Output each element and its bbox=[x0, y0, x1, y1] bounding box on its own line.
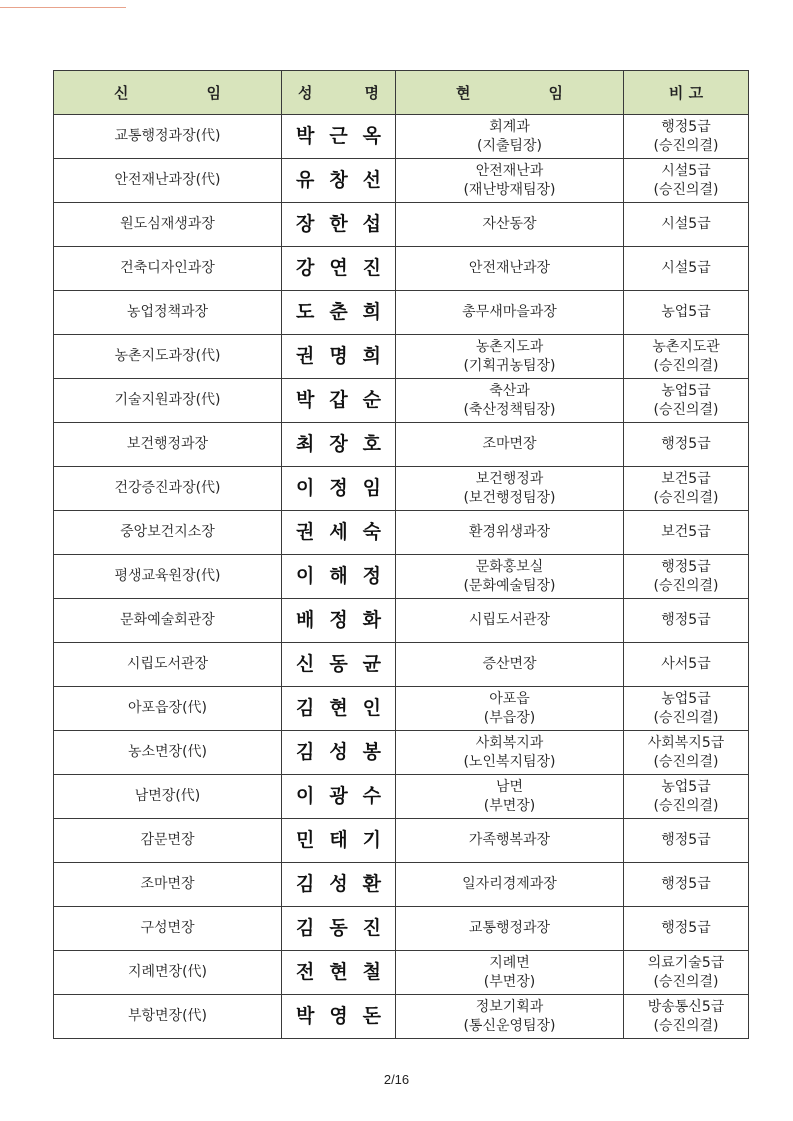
note-cell bbox=[624, 159, 749, 203]
name-char: 균 bbox=[362, 653, 381, 675]
current-post-cell bbox=[396, 379, 624, 423]
new-post-cell: 농소면장(代) bbox=[54, 731, 282, 775]
new-post-cell: 기술지원과장(代) bbox=[54, 379, 282, 423]
note-line: (승진의결) bbox=[653, 973, 719, 990]
current-post-line: 가족행복과장 bbox=[468, 832, 551, 848]
note-cell bbox=[624, 775, 749, 819]
new-post-cell: 중앙보건지소장 bbox=[54, 511, 282, 555]
name-char: 수 bbox=[362, 785, 381, 807]
name-cell bbox=[282, 379, 396, 423]
current-post-line: (기획귀농팀장) bbox=[463, 357, 556, 374]
current-post-line: (노인복지팀장) bbox=[463, 753, 556, 770]
note-line: (승진의결) bbox=[653, 181, 719, 198]
person-name bbox=[282, 391, 395, 410]
note-line: 농업5급 bbox=[661, 304, 711, 320]
name-char: 세 bbox=[329, 521, 348, 543]
person-name bbox=[282, 875, 395, 894]
name-char: 현 bbox=[329, 961, 348, 983]
person-name bbox=[282, 523, 395, 542]
new-post-cell: 부항면장(代) bbox=[54, 995, 282, 1039]
new-post-cell: 아포읍장(代) bbox=[54, 687, 282, 731]
name-cell bbox=[282, 511, 396, 555]
current-post-line: 교통행정과장 bbox=[468, 920, 551, 936]
person-name bbox=[282, 215, 395, 234]
name-char: 인 bbox=[362, 697, 381, 719]
current-post-cell bbox=[396, 203, 624, 247]
table-row bbox=[54, 775, 749, 819]
current-post-cell bbox=[396, 643, 624, 687]
name-char: 정 bbox=[329, 609, 348, 631]
table-row bbox=[54, 643, 749, 687]
name-cell bbox=[282, 995, 396, 1039]
header-current-post bbox=[396, 71, 624, 115]
name-char: 김 bbox=[296, 741, 315, 763]
table-row bbox=[54, 863, 749, 907]
note-line: 행정5급 bbox=[661, 832, 711, 848]
name-char: 희 bbox=[362, 301, 381, 323]
name-cell bbox=[282, 643, 396, 687]
note-line: (승진의결) bbox=[653, 137, 719, 154]
note-cell bbox=[624, 291, 749, 335]
name-cell bbox=[282, 203, 396, 247]
name-char: 진 bbox=[362, 257, 381, 279]
name-cell bbox=[282, 467, 396, 511]
name-char: 선 bbox=[362, 169, 381, 191]
current-post-cell bbox=[396, 819, 624, 863]
name-char: 도 bbox=[296, 301, 315, 323]
table-row bbox=[54, 951, 749, 995]
current-post-line: 사회복지과 bbox=[475, 734, 544, 751]
current-post-line: (부읍장) bbox=[483, 709, 536, 726]
note-line: 농촌지도관 bbox=[652, 338, 720, 355]
table-row bbox=[54, 379, 749, 423]
note-line: (승진의결) bbox=[653, 577, 719, 594]
current-post-cell bbox=[396, 687, 624, 731]
current-post-line: (재난방재팀장) bbox=[463, 181, 556, 198]
note-line: 행정5급 bbox=[661, 876, 711, 892]
table-row bbox=[54, 995, 749, 1039]
name-char: 장 bbox=[329, 433, 348, 455]
name-char: 영 bbox=[329, 1005, 348, 1027]
current-post-cell bbox=[396, 423, 624, 467]
name-char: 성 bbox=[329, 873, 348, 895]
note-cell bbox=[624, 247, 749, 291]
name-cell bbox=[282, 819, 396, 863]
name-cell bbox=[282, 335, 396, 379]
note-line: 행정5급 bbox=[661, 118, 711, 135]
header-note: 비 고 bbox=[624, 71, 749, 115]
name-cell bbox=[282, 687, 396, 731]
name-char: 이 bbox=[296, 565, 315, 587]
name-char: 정 bbox=[329, 477, 348, 499]
person-name bbox=[282, 611, 395, 630]
page-number: 2/16 bbox=[383, 1072, 410, 1087]
name-char: 신 bbox=[296, 653, 315, 675]
current-post-cell bbox=[396, 247, 624, 291]
note-cell bbox=[624, 643, 749, 687]
name-char: 근 bbox=[329, 125, 348, 147]
current-post-line: 조마면장 bbox=[482, 436, 537, 452]
name-char: 광 bbox=[329, 785, 348, 807]
current-post-cell bbox=[396, 951, 624, 995]
person-name bbox=[282, 435, 395, 454]
current-post-line: (축산정책팀장) bbox=[463, 401, 556, 418]
note-line: 시설5급 bbox=[661, 216, 711, 232]
note-line: 보건5급 bbox=[661, 470, 711, 487]
name-char: 박 bbox=[296, 389, 315, 411]
name-char: 배 bbox=[296, 609, 315, 631]
current-post-line: 보건행정과 bbox=[475, 470, 544, 487]
person-name bbox=[282, 127, 395, 146]
current-post-line: 총무새마을과장 bbox=[462, 304, 557, 320]
name-cell bbox=[282, 291, 396, 335]
new-post-cell: 지례면장(代) bbox=[54, 951, 282, 995]
person-name bbox=[282, 171, 395, 190]
note-line: 행정5급 bbox=[661, 558, 711, 575]
note-line: 농업5급 bbox=[661, 690, 711, 707]
name-cell bbox=[282, 159, 396, 203]
table-row bbox=[54, 511, 749, 555]
note-line: 보건5급 bbox=[661, 524, 711, 540]
name-char: 권 bbox=[296, 521, 315, 543]
note-line: (승진의결) bbox=[653, 753, 719, 770]
person-name bbox=[282, 699, 395, 718]
new-post-cell: 감문면장 bbox=[54, 819, 282, 863]
name-char: 호 bbox=[362, 433, 381, 455]
name-cell bbox=[282, 599, 396, 643]
current-post-line: 일자리경제과장 bbox=[462, 876, 557, 892]
new-post-cell: 건강증진과장(代) bbox=[54, 467, 282, 511]
current-post-line: 축산과 bbox=[489, 382, 530, 399]
name-char: 기 bbox=[362, 829, 381, 851]
new-post-cell: 문화예술회관장 bbox=[54, 599, 282, 643]
name-char: 김 bbox=[296, 697, 315, 719]
name-cell bbox=[282, 863, 396, 907]
current-post-cell bbox=[396, 907, 624, 951]
table-row bbox=[54, 335, 749, 379]
table-row bbox=[54, 203, 749, 247]
new-post-cell: 시립도서관장 bbox=[54, 643, 282, 687]
note-line: 농업5급 bbox=[661, 382, 711, 399]
header-new-post-char-1: 신 bbox=[114, 84, 129, 102]
name-char: 임 bbox=[362, 477, 381, 499]
new-post-cell: 안전재난과장(代) bbox=[54, 159, 282, 203]
note-cell bbox=[624, 379, 749, 423]
name-char: 민 bbox=[296, 829, 315, 851]
table-row bbox=[54, 159, 749, 203]
current-post-line: 환경위생과장 bbox=[468, 524, 551, 540]
new-post-cell: 농촌지도과장(代) bbox=[54, 335, 282, 379]
name-char: 창 bbox=[329, 169, 348, 191]
current-post-cell bbox=[396, 291, 624, 335]
note-line: (승진의결) bbox=[653, 489, 719, 506]
current-post-cell bbox=[396, 863, 624, 907]
note-cell bbox=[624, 511, 749, 555]
header-name-char-2: 명 bbox=[364, 84, 379, 102]
corner-mark bbox=[0, 7, 126, 8]
new-post-cell: 조마면장 bbox=[54, 863, 282, 907]
person-name bbox=[282, 963, 395, 982]
current-post-line: (부면장) bbox=[483, 973, 536, 990]
current-post-line: 남면 bbox=[495, 778, 524, 795]
name-char: 명 bbox=[329, 345, 348, 367]
current-post-cell bbox=[396, 159, 624, 203]
new-post-cell: 평생교육원장(代) bbox=[54, 555, 282, 599]
name-char: 태 bbox=[329, 829, 348, 851]
person-name bbox=[282, 787, 395, 806]
header-name bbox=[282, 71, 396, 115]
name-cell bbox=[282, 423, 396, 467]
current-post-cell bbox=[396, 511, 624, 555]
note-line: (승진의결) bbox=[653, 709, 719, 726]
current-post-cell bbox=[396, 335, 624, 379]
note-cell bbox=[624, 863, 749, 907]
table-row bbox=[54, 555, 749, 599]
table-row bbox=[54, 115, 749, 159]
name-cell bbox=[282, 555, 396, 599]
note-line: 시설5급 bbox=[661, 162, 711, 179]
current-post-line: 회계과 bbox=[489, 118, 530, 135]
name-char: 순 bbox=[362, 389, 381, 411]
person-name bbox=[282, 479, 395, 498]
header-name-char-1: 성 bbox=[298, 84, 313, 102]
name-char: 춘 bbox=[329, 301, 348, 323]
person-name bbox=[282, 303, 395, 322]
name-char: 화 bbox=[362, 609, 381, 631]
current-post-line: (보건행정팀장) bbox=[463, 489, 556, 506]
table-row bbox=[54, 247, 749, 291]
table-body bbox=[54, 115, 749, 1039]
name-char: 박 bbox=[296, 1005, 315, 1027]
current-post-line: (통신운영팀장) bbox=[463, 1017, 556, 1034]
name-char: 희 bbox=[362, 345, 381, 367]
person-name bbox=[282, 743, 395, 762]
note-cell bbox=[624, 555, 749, 599]
note-cell bbox=[624, 731, 749, 775]
current-post-line: 시립도서관장 bbox=[468, 612, 551, 628]
name-cell bbox=[282, 247, 396, 291]
new-post-cell: 남면장(代) bbox=[54, 775, 282, 819]
note-line: 행정5급 bbox=[661, 612, 711, 628]
note-cell bbox=[624, 819, 749, 863]
current-post-line: 지례면 bbox=[489, 954, 530, 971]
new-post-cell: 보건행정과장 bbox=[54, 423, 282, 467]
name-cell bbox=[282, 951, 396, 995]
table-row bbox=[54, 819, 749, 863]
person-name bbox=[282, 347, 395, 366]
table-row bbox=[54, 423, 749, 467]
current-post-line: 안전재난과장 bbox=[468, 260, 551, 276]
name-char: 현 bbox=[329, 697, 348, 719]
current-post-line: (문화예술팀장) bbox=[463, 577, 556, 594]
current-post-line: 자산동장 bbox=[482, 216, 537, 232]
note-cell bbox=[624, 467, 749, 511]
current-post-line: (지출팀장) bbox=[476, 137, 543, 154]
name-char: 전 bbox=[296, 961, 315, 983]
table-row bbox=[54, 907, 749, 951]
table-row bbox=[54, 291, 749, 335]
current-post-line: 안전재난과 bbox=[475, 162, 544, 179]
name-char: 이 bbox=[296, 477, 315, 499]
name-char: 철 bbox=[362, 961, 381, 983]
current-post-cell bbox=[396, 775, 624, 819]
note-cell bbox=[624, 115, 749, 159]
current-post-line: (부면장) bbox=[483, 797, 536, 814]
note-cell bbox=[624, 599, 749, 643]
header-new-post bbox=[54, 71, 282, 115]
name-char: 박 bbox=[296, 125, 315, 147]
note-line: 행정5급 bbox=[661, 920, 711, 936]
name-char: 갑 bbox=[329, 389, 348, 411]
name-char: 해 bbox=[329, 565, 348, 587]
header-new-post-char-2: 임 bbox=[206, 84, 221, 102]
name-cell bbox=[282, 731, 396, 775]
person-name bbox=[282, 567, 395, 586]
current-post-line: 증산면장 bbox=[482, 656, 537, 672]
name-char: 돈 bbox=[362, 1005, 381, 1027]
name-cell bbox=[282, 115, 396, 159]
name-char: 환 bbox=[362, 873, 381, 895]
table-row bbox=[54, 687, 749, 731]
note-cell bbox=[624, 687, 749, 731]
current-post-cell bbox=[396, 599, 624, 643]
current-post-cell bbox=[396, 995, 624, 1039]
name-char: 연 bbox=[329, 257, 348, 279]
table-row bbox=[54, 599, 749, 643]
name-cell bbox=[282, 907, 396, 951]
table-row bbox=[54, 731, 749, 775]
note-cell bbox=[624, 335, 749, 379]
name-char: 장 bbox=[296, 213, 315, 235]
name-char: 이 bbox=[296, 785, 315, 807]
person-name bbox=[282, 1007, 395, 1026]
table-row bbox=[54, 467, 749, 511]
note-line: (승진의결) bbox=[653, 357, 719, 374]
note-line: 시설5급 bbox=[661, 260, 711, 276]
name-char: 최 bbox=[296, 433, 315, 455]
name-cell bbox=[282, 775, 396, 819]
name-char: 김 bbox=[296, 873, 315, 895]
note-cell bbox=[624, 423, 749, 467]
new-post-cell: 구성면장 bbox=[54, 907, 282, 951]
note-line: 농업5급 bbox=[661, 778, 711, 795]
note-line: 사회복지5급 bbox=[647, 734, 725, 751]
new-post-cell: 건축디자인과장 bbox=[54, 247, 282, 291]
header-current-post-char-2: 임 bbox=[548, 84, 563, 102]
current-post-line: 아포읍 bbox=[489, 690, 530, 707]
name-char: 한 bbox=[329, 213, 348, 235]
name-char: 강 bbox=[296, 257, 315, 279]
name-char: 정 bbox=[362, 565, 381, 587]
note-line: (승진의결) bbox=[653, 401, 719, 418]
person-name bbox=[282, 831, 395, 850]
name-char: 봉 bbox=[362, 741, 381, 763]
personnel-table bbox=[53, 70, 749, 1039]
note-line: 행정5급 bbox=[661, 436, 711, 452]
note-line: 의료기술5급 bbox=[647, 954, 725, 971]
name-char: 동 bbox=[329, 917, 348, 939]
name-char: 동 bbox=[329, 653, 348, 675]
note-cell bbox=[624, 203, 749, 247]
name-char: 진 bbox=[362, 917, 381, 939]
current-post-line: 정보기획과 bbox=[475, 998, 544, 1015]
name-char: 유 bbox=[296, 169, 315, 191]
note-cell bbox=[624, 907, 749, 951]
header-current-post-char-1: 현 bbox=[456, 84, 471, 102]
new-post-cell: 교통행정과장(代) bbox=[54, 115, 282, 159]
name-char: 김 bbox=[296, 917, 315, 939]
current-post-line: 문화홍보실 bbox=[475, 558, 544, 575]
note-line: (승진의결) bbox=[653, 797, 719, 814]
new-post-cell: 농업정책과장 bbox=[54, 291, 282, 335]
note-line: (승진의결) bbox=[653, 1017, 719, 1034]
new-post-cell: 원도심재생과장 bbox=[54, 203, 282, 247]
current-post-line: 농촌지도과 bbox=[475, 338, 544, 355]
current-post-cell bbox=[396, 731, 624, 775]
person-name bbox=[282, 655, 395, 674]
person-name bbox=[282, 919, 395, 938]
note-cell bbox=[624, 951, 749, 995]
name-char: 성 bbox=[329, 741, 348, 763]
current-post-cell bbox=[396, 115, 624, 159]
note-line: 방송통신5급 bbox=[647, 998, 725, 1015]
note-cell bbox=[624, 995, 749, 1039]
table-header-row bbox=[54, 71, 749, 115]
note-line: 사서5급 bbox=[661, 656, 711, 672]
person-name bbox=[282, 259, 395, 278]
name-char: 섭 bbox=[362, 213, 381, 235]
name-char: 옥 bbox=[362, 125, 381, 147]
name-char: 권 bbox=[296, 345, 315, 367]
name-char: 숙 bbox=[362, 521, 381, 543]
current-post-cell bbox=[396, 555, 624, 599]
current-post-cell bbox=[396, 467, 624, 511]
